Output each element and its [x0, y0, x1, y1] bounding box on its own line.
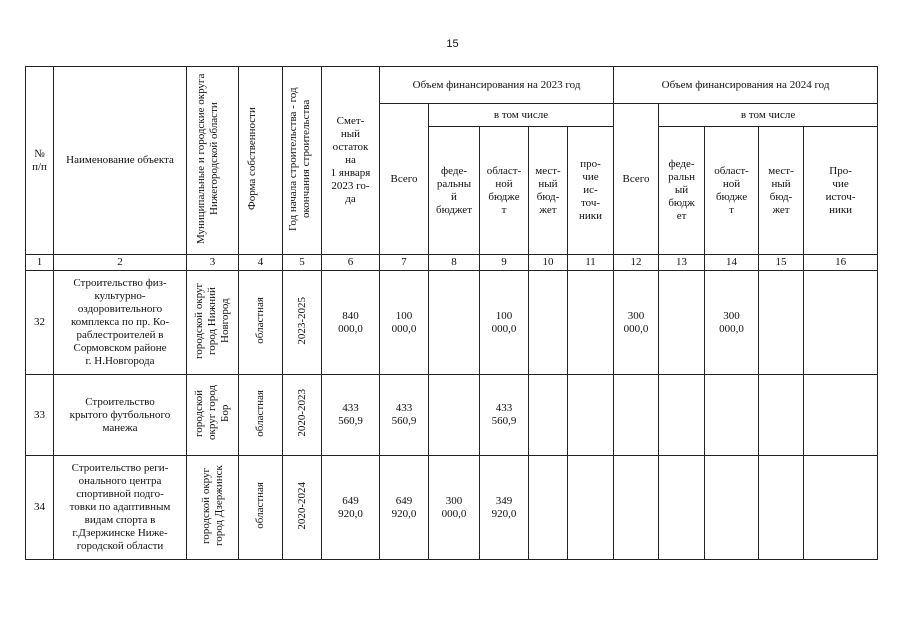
cell-balance: 840 000,0 [322, 271, 380, 375]
cell-total-2023: 100 000,0 [380, 271, 429, 375]
cell-regional-2023: 433 560,9 [480, 375, 529, 456]
cell-federal-2023 [429, 271, 480, 375]
column-number: 9 [480, 255, 529, 271]
cell-no: 33 [26, 375, 54, 456]
cell-federal-2023 [429, 375, 480, 456]
cell-regional-2024 [705, 456, 759, 560]
header-years: Год начала строительства - год окончания строительства [283, 67, 322, 255]
cell-total-2023: 649 920,0 [380, 456, 429, 560]
table-row [26, 271, 878, 375]
column-numbers-row [26, 255, 878, 271]
page-number: 15 [446, 38, 459, 50]
header-regional-2023: област- ной бюдже т [480, 127, 529, 255]
header-incl-2024: в том числе [659, 104, 878, 127]
cell-regional-2023: 349 920,0 [480, 456, 529, 560]
table-row [26, 456, 878, 560]
cell-total-2023: 433 560,9 [380, 375, 429, 456]
column-number: 4 [239, 255, 283, 271]
column-number: 3 [187, 255, 239, 271]
table-row [26, 375, 878, 456]
header-fin-2023: Объем финансирования на 2023 год [380, 67, 614, 104]
column-number: 12 [614, 255, 659, 271]
cell-regional-2024 [705, 375, 759, 456]
column-number: 7 [380, 255, 429, 271]
cell-total-2024 [614, 375, 659, 456]
header-ownership: Форма собственности [239, 67, 283, 255]
cell-municipality: городской округ город Нижний Новгород [187, 271, 239, 375]
header-no: № п/п [26, 67, 54, 255]
cell-municipality: городской округ город Дзержинск [187, 456, 239, 560]
cell-other-2023 [568, 375, 614, 456]
cell-local-2024 [759, 456, 804, 560]
cell-local-2024 [759, 271, 804, 375]
cell-ownership: областная [239, 271, 283, 375]
column-number: 8 [429, 255, 480, 271]
header-local-2023: мест- ный бюд- жет [529, 127, 568, 255]
cell-municipality: городской округ город Бор [187, 375, 239, 456]
cell-federal-2024 [659, 456, 705, 560]
column-number: 5 [283, 255, 322, 271]
header-other-2023: про- чие ис- точ- ники [568, 127, 614, 255]
column-number: 16 [804, 255, 878, 271]
column-number: 1 [26, 255, 54, 271]
cell-other-2023 [568, 456, 614, 560]
column-number: 15 [759, 255, 804, 271]
column-number: 14 [705, 255, 759, 271]
header-incl-2023: в том числе [429, 104, 614, 127]
header-fin-2024: Объем финансирования на 2024 год [614, 67, 878, 104]
cell-other-2024 [804, 375, 878, 456]
cell-years: 2020-2024 [283, 456, 322, 560]
cell-regional-2024: 300 000,0 [705, 271, 759, 375]
cell-total-2024: 300 000,0 [614, 271, 659, 375]
cell-ownership: областная [239, 375, 283, 456]
cell-federal-2024 [659, 375, 705, 456]
header-regional-2024: област- ной бюдже т [705, 127, 759, 255]
column-number: 11 [568, 255, 614, 271]
cell-local-2023 [529, 271, 568, 375]
header-total-2024: Всего [614, 104, 659, 255]
cell-ownership: областная [239, 456, 283, 560]
header-balance: Смет- ный остаток на 1 января 2023 го- да [322, 67, 380, 255]
column-number: 2 [54, 255, 187, 271]
cell-regional-2023: 100 000,0 [480, 271, 529, 375]
cell-no: 34 [26, 456, 54, 560]
cell-balance: 433 560,9 [322, 375, 380, 456]
cell-other-2023 [568, 271, 614, 375]
cell-years: 2020-2023 [283, 375, 322, 456]
cell-federal-2024 [659, 271, 705, 375]
cell-no: 32 [26, 271, 54, 375]
cell-local-2023 [529, 375, 568, 456]
column-number: 6 [322, 255, 380, 271]
financing-table [25, 66, 878, 560]
header-other-2024: Про- чие источ- ники [804, 127, 878, 255]
header-name: Наименование объекта [54, 67, 187, 255]
cell-name: Строительство крытого футбольного манежа [54, 375, 187, 456]
cell-other-2024 [804, 271, 878, 375]
column-number: 10 [529, 255, 568, 271]
header-total-2023: Всего [380, 104, 429, 255]
cell-local-2024 [759, 375, 804, 456]
cell-local-2023 [529, 456, 568, 560]
header-federal-2024: феде- ральн ый бюдж ет [659, 127, 705, 255]
column-number: 13 [659, 255, 705, 271]
cell-federal-2023: 300 000,0 [429, 456, 480, 560]
cell-other-2024 [804, 456, 878, 560]
cell-name: Строительство реги- онального центра спортивной подго- товки по адаптивным видам спорта в г.Дзержинске Ниже- городской области [54, 456, 187, 560]
header-federal-2023: феде- ральны й бюджет [429, 127, 480, 255]
header-local-2024: мест- ный бюд- жет [759, 127, 804, 255]
cell-name: Строительство физ- культурно- оздоровительного комплекса по пр. Ко- раблестроителей в Сормовском районе г. Н.Новгорода [54, 271, 187, 375]
cell-years: 2023-2025 [283, 271, 322, 375]
header-municipality: Муниципальные и городские округа Нижегородской области [187, 67, 239, 255]
cell-total-2024 [614, 456, 659, 560]
cell-balance: 649 920,0 [322, 456, 380, 560]
